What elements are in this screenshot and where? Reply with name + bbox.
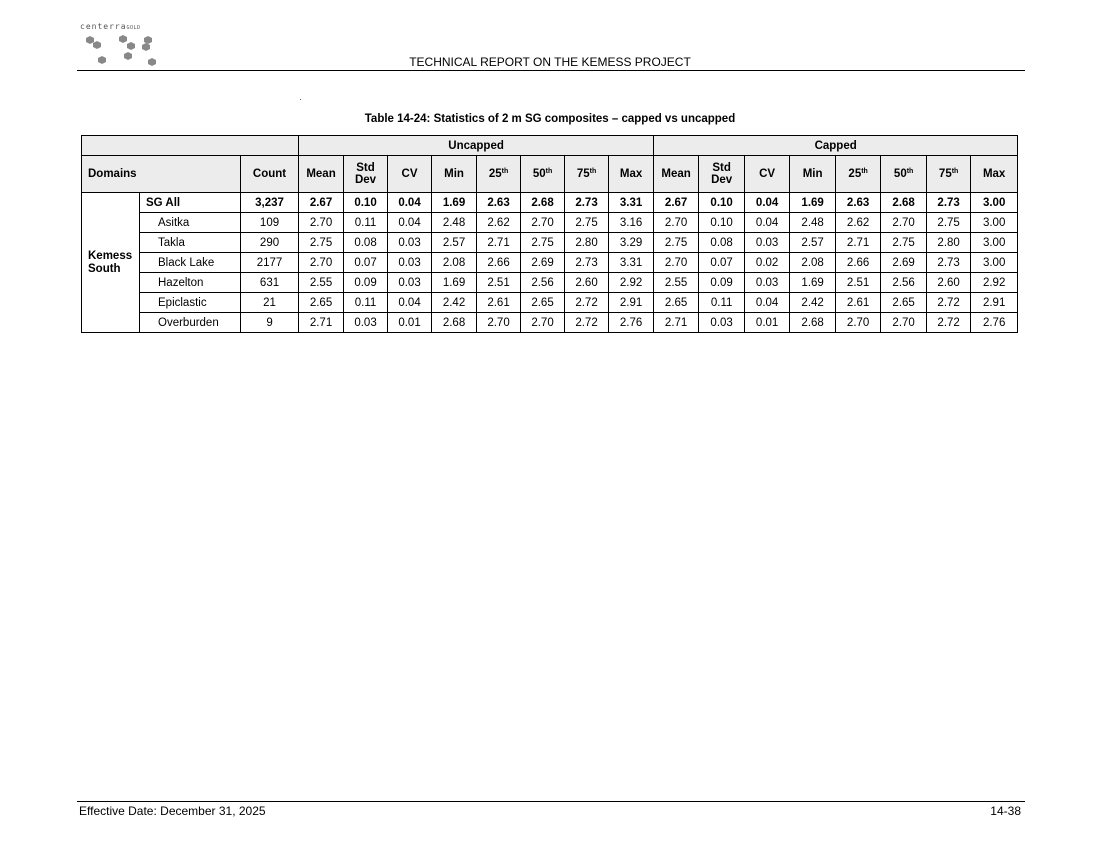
table-header-column-row (82, 156, 1018, 193)
capped-value-cell: 0.03 (745, 233, 790, 253)
capped-value-cell: 2.75 (654, 233, 699, 253)
capped-value-cell: 0.04 (745, 213, 790, 233)
uncapped-value-cell: 2.76 (609, 313, 654, 333)
uncapped-value-cell: 0.04 (388, 193, 432, 213)
capped-value-cell: 0.11 (699, 293, 745, 313)
uncapped-value-cell: 3.31 (609, 193, 654, 213)
capped-value-cell: 2.56 (881, 273, 927, 293)
uncapped-value-cell: 2.55 (299, 273, 344, 293)
capped-value-cell: 2.68 (881, 193, 927, 213)
uncapped-value-cell: 3.31 (609, 253, 654, 273)
capped-value-cell: 2.67 (654, 193, 699, 213)
uncapped-value-cell: 2.70 (521, 313, 565, 333)
capped-value-cell: 3.00 (971, 213, 1018, 233)
header-p50: 50th (521, 156, 565, 193)
uncapped-value-cell: 2.71 (299, 313, 344, 333)
row-count: 9 (241, 313, 299, 333)
uncapped-value-cell: 2.72 (565, 293, 609, 313)
uncapped-value-cell: 2.62 (477, 213, 521, 233)
capped-value-cell: 2.68 (790, 313, 836, 333)
footer-page-number: 14-38 (990, 804, 1021, 818)
capped-value-cell: 2.55 (654, 273, 699, 293)
capped-value-cell: 2.92 (971, 273, 1018, 293)
table-row (82, 213, 1018, 233)
row-domain-name: Epiclastic (140, 293, 241, 313)
capped-value-cell: 2.73 (927, 253, 971, 273)
header-cv: CV (745, 156, 790, 193)
statistics-table (81, 135, 1018, 333)
capped-value-cell: 0.03 (699, 313, 745, 333)
uncapped-value-cell: 2.65 (521, 293, 565, 313)
row-domain-name: Overburden (140, 313, 241, 333)
header-p50: 50th (881, 156, 927, 193)
capped-value-cell: 0.10 (699, 213, 745, 233)
uncapped-value-cell: 2.92 (609, 273, 654, 293)
uncapped-value-cell: 2.80 (565, 233, 609, 253)
uncapped-value-cell: 2.48 (432, 213, 477, 233)
capped-value-cell: 1.69 (790, 273, 836, 293)
uncapped-value-cell: 2.69 (521, 253, 565, 273)
table-title: Table 14-24: Statistics of 2 m SG composites – capped vs uncapped (364, 113, 736, 125)
capped-value-cell: 3.00 (971, 253, 1018, 273)
header-max: Max (971, 156, 1018, 193)
row-count: 109 (241, 213, 299, 233)
capped-value-cell: 0.10 (699, 193, 745, 213)
table-row (82, 313, 1018, 333)
uncapped-value-cell: 2.65 (299, 293, 344, 313)
capped-value-cell: 2.65 (654, 293, 699, 313)
capped-value-cell: 2.57 (790, 233, 836, 253)
capped-value-cell: 2.71 (654, 313, 699, 333)
capped-value-cell: 2.71 (836, 233, 881, 253)
header-cv: CV (388, 156, 432, 193)
uncapped-value-cell: 2.68 (432, 313, 477, 333)
capped-value-cell: 2.75 (927, 213, 971, 233)
uncapped-value-cell: 2.08 (432, 253, 477, 273)
capped-value-cell: 2.65 (881, 293, 927, 313)
capped-value-cell: 2.62 (836, 213, 881, 233)
uncapped-value-cell: 1.69 (432, 273, 477, 293)
logo-wordmark: centerraGOLD (80, 22, 141, 31)
capped-value-cell: 2.08 (790, 253, 836, 273)
table-row (82, 293, 1018, 313)
uncapped-value-cell: 0.11 (344, 213, 388, 233)
capped-value-cell: 2.75 (881, 233, 927, 253)
capped-value-cell: 2.72 (927, 293, 971, 313)
row-domain-name: Asitka (140, 213, 241, 233)
uncapped-value-cell: 2.67 (299, 193, 344, 213)
footer-rule (77, 801, 1025, 802)
capped-value-cell: 2.51 (836, 273, 881, 293)
capped-value-cell: 0.02 (745, 253, 790, 273)
header-mean: Mean (299, 156, 344, 193)
footer-effective-date: Effective Date: December 31, 2025 (79, 804, 266, 818)
uncapped-value-cell: 2.42 (432, 293, 477, 313)
uncapped-value-cell: 2.60 (565, 273, 609, 293)
uncapped-value-cell: 2.57 (432, 233, 477, 253)
capped-value-cell: 2.70 (836, 313, 881, 333)
capped-value-cell: 0.08 (699, 233, 745, 253)
header-capped: Capped (654, 136, 1018, 156)
capped-value-cell: 0.03 (745, 273, 790, 293)
report-header-title: TECHNICAL REPORT ON THE KEMESS PROJECT (409, 55, 691, 69)
header-domains: Domains (82, 156, 241, 193)
header-blank-cell (82, 136, 299, 156)
capped-value-cell: 3.00 (971, 193, 1018, 213)
uncapped-value-cell: 2.75 (565, 213, 609, 233)
capped-value-cell: 2.48 (790, 213, 836, 233)
row-domain-name: Hazelton (140, 273, 241, 293)
uncapped-value-cell: 2.72 (565, 313, 609, 333)
capped-value-cell: 2.66 (836, 253, 881, 273)
uncapped-value-cell: 0.04 (388, 293, 432, 313)
domain-group-cell: Kemess South (82, 193, 140, 333)
header-rule (77, 70, 1025, 71)
row-count: 21 (241, 293, 299, 313)
stray-dot (300, 99, 301, 100)
capped-value-cell: 2.73 (927, 193, 971, 213)
uncapped-value-cell: 0.03 (388, 253, 432, 273)
table-row (82, 193, 1018, 213)
row-count: 631 (241, 273, 299, 293)
capped-value-cell: 0.09 (699, 273, 745, 293)
header-p25: 25th (836, 156, 881, 193)
header-mean: Mean (654, 156, 699, 193)
capped-value-cell: 0.04 (745, 193, 790, 213)
capped-value-cell: 2.70 (654, 253, 699, 273)
table-row (82, 273, 1018, 293)
row-domain-name: SG All (140, 193, 241, 213)
uncapped-value-cell: 2.66 (477, 253, 521, 273)
uncapped-value-cell: 2.70 (299, 253, 344, 273)
uncapped-value-cell: 2.70 (521, 213, 565, 233)
capped-value-cell: 0.01 (745, 313, 790, 333)
uncapped-value-cell: 2.70 (477, 313, 521, 333)
uncapped-value-cell: 0.04 (388, 213, 432, 233)
uncapped-value-cell: 1.69 (432, 193, 477, 213)
capped-value-cell: 0.04 (745, 293, 790, 313)
uncapped-value-cell: 2.91 (609, 293, 654, 313)
capped-value-cell: 2.63 (836, 193, 881, 213)
uncapped-value-cell: 2.75 (299, 233, 344, 253)
uncapped-value-cell: 0.10 (344, 193, 388, 213)
uncapped-value-cell: 0.03 (344, 313, 388, 333)
uncapped-value-cell: 2.63 (477, 193, 521, 213)
capped-value-cell: 1.69 (790, 193, 836, 213)
uncapped-value-cell: 2.70 (299, 213, 344, 233)
header-p25: 25th (477, 156, 521, 193)
uncapped-value-cell: 0.01 (388, 313, 432, 333)
uncapped-value-cell: 2.56 (521, 273, 565, 293)
header-uncapped: Uncapped (299, 136, 654, 156)
uncapped-value-cell: 0.07 (344, 253, 388, 273)
row-domain-name: Takla (140, 233, 241, 253)
uncapped-value-cell: 0.08 (344, 233, 388, 253)
capped-value-cell: 2.60 (927, 273, 971, 293)
capped-value-cell: 2.69 (881, 253, 927, 273)
capped-value-cell: 2.70 (881, 213, 927, 233)
capped-value-cell: 3.00 (971, 233, 1018, 253)
uncapped-value-cell: 3.16 (609, 213, 654, 233)
table-header-group-row (82, 136, 1018, 156)
row-domain-name: Black Lake (140, 253, 241, 273)
uncapped-value-cell: 2.75 (521, 233, 565, 253)
uncapped-value-cell: 2.68 (521, 193, 565, 213)
uncapped-value-cell: 3.29 (609, 233, 654, 253)
table-row (82, 253, 1018, 273)
header-p75: 75th (565, 156, 609, 193)
capped-value-cell: 2.76 (971, 313, 1018, 333)
header-std-dev: Std Dev (344, 156, 388, 193)
header-p75: 75th (927, 156, 971, 193)
header-count: Count (241, 156, 299, 193)
uncapped-value-cell: 2.73 (565, 193, 609, 213)
capped-value-cell: 0.07 (699, 253, 745, 273)
header-min: Min (432, 156, 477, 193)
header-max: Max (609, 156, 654, 193)
table-row (82, 233, 1018, 253)
uncapped-value-cell: 2.51 (477, 273, 521, 293)
uncapped-value-cell: 0.09 (344, 273, 388, 293)
capped-value-cell: 2.80 (927, 233, 971, 253)
row-count: 2177 (241, 253, 299, 273)
header-std-dev: Std Dev (699, 156, 745, 193)
capped-value-cell: 2.42 (790, 293, 836, 313)
capped-value-cell: 2.70 (654, 213, 699, 233)
capped-value-cell: 2.61 (836, 293, 881, 313)
capped-value-cell: 2.70 (881, 313, 927, 333)
uncapped-value-cell: 0.11 (344, 293, 388, 313)
row-count: 290 (241, 233, 299, 253)
uncapped-value-cell: 0.03 (388, 273, 432, 293)
uncapped-value-cell: 2.61 (477, 293, 521, 313)
table-body (82, 193, 1018, 333)
uncapped-value-cell: 2.73 (565, 253, 609, 273)
capped-value-cell: 2.72 (927, 313, 971, 333)
uncapped-value-cell: 0.03 (388, 233, 432, 253)
header-min: Min (790, 156, 836, 193)
capped-value-cell: 2.91 (971, 293, 1018, 313)
row-count: 3,237 (241, 193, 299, 213)
uncapped-value-cell: 2.71 (477, 233, 521, 253)
